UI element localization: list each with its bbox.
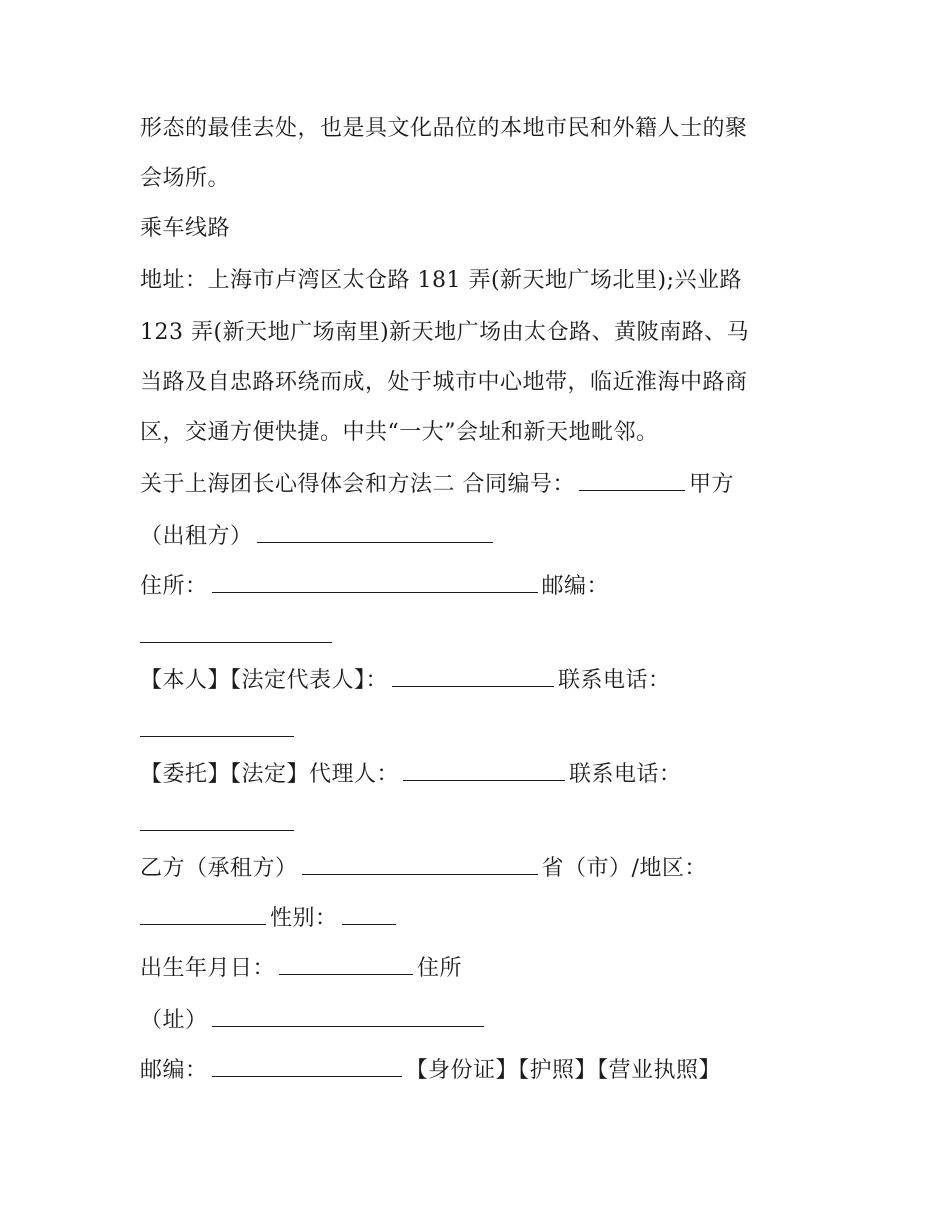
residence-line <box>140 1004 488 1036</box>
contract-number-blank[interactable] <box>579 468 685 491</box>
province-label: 省（市）/地区： <box>541 856 707 881</box>
region-blank[interactable] <box>140 902 266 925</box>
birthdate-blank[interactable] <box>279 952 413 975</box>
gender-label: 性别： <box>270 906 338 931</box>
paragraph-line: 当路及自忠路环绕而成，处于城市中心地带，临近淮海中路商 <box>140 370 748 395</box>
region-gender-line <box>140 902 400 934</box>
residence-suffix: （址） <box>140 1008 208 1033</box>
contract-heading-line <box>140 468 734 500</box>
principal-blank[interactable] <box>392 664 554 687</box>
principal-phone-blank[interactable] <box>140 714 294 737</box>
postcode-id-line <box>140 1054 721 1086</box>
party-a-lessor-label: （出租方） <box>140 524 253 549</box>
gender-blank[interactable] <box>342 902 396 925</box>
id-options: 【身份证】【护照】【营业执照】 <box>405 1058 722 1083</box>
paragraph-line: 区，交通方便快捷。中共“一大”会址和新天地毗邻。 <box>140 420 659 445</box>
postcode-label: 邮编： <box>541 574 610 599</box>
phone-label: 联系电话： <box>569 762 682 787</box>
phone-label: 联系电话： <box>558 668 671 693</box>
contract-number-label: 关于上海团长心得体会和方法二 合同编号： <box>140 472 575 497</box>
agent-blank[interactable] <box>403 758 565 781</box>
phone-line <box>140 714 298 746</box>
party-a-lessor-line <box>140 520 497 552</box>
postcode-blank-2[interactable] <box>212 1054 402 1077</box>
agent-line <box>140 758 682 790</box>
phone-line <box>140 808 298 840</box>
postcode-label-2: 邮编： <box>140 1058 208 1083</box>
birthdate-line <box>140 952 462 984</box>
paragraph-line: 形态的最佳去处，也是具文化品位的本地市民和外籍人士的聚 <box>140 116 748 141</box>
residence-blank[interactable] <box>212 1004 484 1027</box>
party-b-label: 乙方（承租方） <box>140 856 298 881</box>
section-heading: 乘车线路 <box>140 216 231 241</box>
address-blank[interactable] <box>212 570 538 593</box>
party-b-name-blank[interactable] <box>302 852 538 875</box>
principal-line <box>140 664 671 696</box>
address-label: 住所： <box>140 574 208 599</box>
principal-label: 【本人】【法定代表人】： <box>140 668 389 693</box>
party-a-name-blank[interactable] <box>257 520 493 543</box>
postcode-line <box>140 620 336 652</box>
address-line <box>140 570 609 602</box>
agent-phone-blank[interactable] <box>140 808 294 831</box>
residence-label: 住所 <box>417 956 463 981</box>
paragraph-line: 地址：上海市卢湾区太仓路 181 弄(新天地广场北里);兴业路 <box>140 268 743 293</box>
party-a-label: 甲方 <box>689 472 735 497</box>
postcode-blank[interactable] <box>140 620 332 643</box>
agent-label: 【委托】【法定】代理人： <box>140 762 400 787</box>
party-b-line <box>140 852 707 884</box>
paragraph-line: 123 弄(新天地广场南里)新天地广场由太仓路、黄陂南路、马 <box>140 320 750 345</box>
birthdate-label: 出生年月日： <box>140 956 276 981</box>
paragraph-line: 会场所。 <box>140 166 231 191</box>
